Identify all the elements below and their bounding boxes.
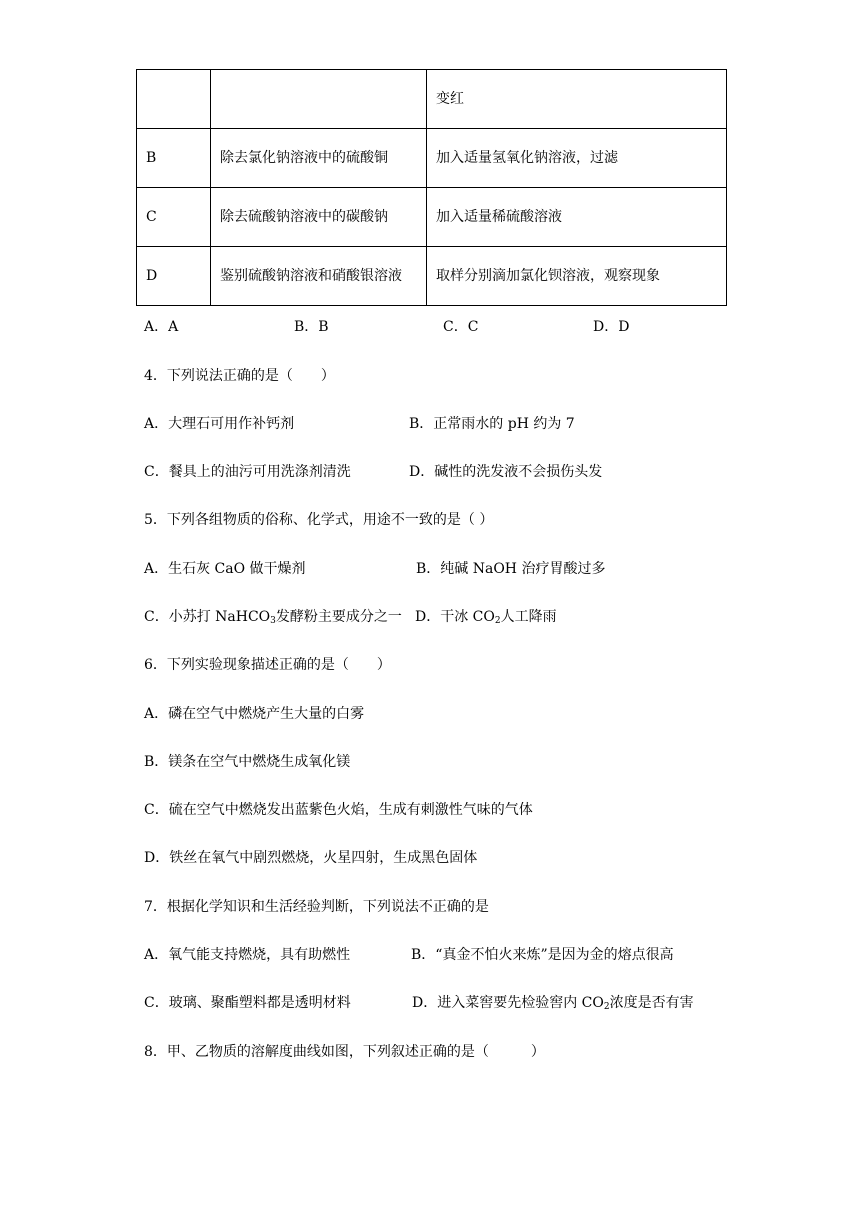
q6-option-a: A．磷在空气中燃烧产生大量的白雾	[144, 706, 365, 722]
q7-option-a: A．氧气能支持燃烧，具有助燃性	[144, 947, 351, 963]
q3-option-a: A．A	[144, 319, 179, 335]
experiment-table	[136, 69, 727, 306]
table-cell-purpose	[211, 70, 427, 129]
q5-stem: 5．下列各组物质的俗称、化学式，用途不一致的是（ ）	[144, 512, 494, 528]
q5-option-a: A．生石灰 CaO 做干燥剂	[144, 561, 306, 577]
q5-option-d-pre: D．干冰 CO	[415, 609, 495, 625]
q7-option-d-post: 浓度是否有害	[609, 995, 694, 1011]
q5-option-b: B．纯碱 NaOH 治疗胃酸过多	[416, 561, 606, 577]
table-cell-label: D	[137, 247, 211, 306]
table-cell-method: 变红	[427, 70, 727, 129]
q4-option-d: D．碱性的洗发液不会损伤头发	[409, 464, 603, 480]
q6-stem: 6．下列实验现象描述正确的是（ ）	[144, 657, 391, 673]
table-cell-label: C	[137, 188, 211, 247]
table-row	[137, 70, 727, 129]
table-cell-method: 取样分别滴加氯化钡溶液，观察现象	[427, 247, 727, 306]
q5-option-d	[415, 608, 557, 626]
q7-option-d	[412, 994, 694, 1012]
q6-option-d: D．铁丝在氧气中剧烈燃烧，火星四射，生成黑色固体	[144, 850, 478, 866]
table-cell-method: 加入适量稀硫酸溶液	[427, 188, 727, 247]
q5-option-c-post: 发酵粉主要成分之一	[275, 609, 402, 625]
table-row	[137, 129, 727, 188]
q7-option-d-pre: D．进入菜窖要先检验窖内 CO	[412, 995, 604, 1011]
q5-option-c-sub: 3	[270, 616, 276, 626]
q6-option-b: B．镁条在空气中燃烧生成氧化镁	[144, 754, 351, 770]
q7-option-d-sub: 2	[603, 1002, 610, 1012]
table-cell-label	[137, 70, 211, 129]
q4-stem: 4．下列说法正确的是（ ）	[144, 368, 335, 384]
table-cell-purpose: 鉴别硫酸钠溶液和硝酸银溶液	[211, 247, 427, 306]
q3-option-b: B．B	[294, 319, 329, 335]
q7-option-c: C．玻璃、聚酯塑料都是透明材料	[144, 995, 351, 1011]
q7-option-b: B．“真金不怕火来炼”是因为金的熔点很高	[411, 947, 674, 963]
q3-option-c: C．C	[443, 319, 479, 335]
q8-stem: 8．甲、乙物质的溶解度曲线如图，下列叙述正确的是（ ）	[144, 1044, 545, 1060]
q5-option-d-sub: 2	[494, 616, 501, 626]
table-cell-method: 加入适量氢氧化钠溶液，过滤	[427, 129, 727, 188]
table-row	[137, 188, 727, 247]
q3-option-d: D．D	[593, 319, 630, 335]
q6-option-c: C．硫在空气中燃烧发出蓝紫色火焰，生成有刺激性气味的气体	[144, 802, 533, 818]
table-cell-label: B	[137, 129, 211, 188]
q7-stem: 7．根据化学知识和生活经验判断，下列说法不正确的是	[144, 899, 489, 915]
q4-option-c: C．餐具上的油污可用洗涤剂清洗	[144, 464, 351, 480]
q5-option-d-post: 人工降雨	[500, 609, 557, 625]
q4-option-b: B．正常雨水的 pH 约为 7	[409, 416, 575, 432]
q5-option-c	[144, 608, 402, 626]
table-cell-purpose: 除去硫酸钠溶液中的碳酸钠	[211, 188, 427, 247]
table-row	[137, 247, 727, 306]
q5-option-c-pre: C．小苏打 NaHCO	[144, 609, 271, 625]
table-cell-purpose: 除去氯化钠溶液中的硫酸铜	[211, 129, 427, 188]
q4-option-a: A．大理石可用作补钙剂	[144, 416, 295, 432]
